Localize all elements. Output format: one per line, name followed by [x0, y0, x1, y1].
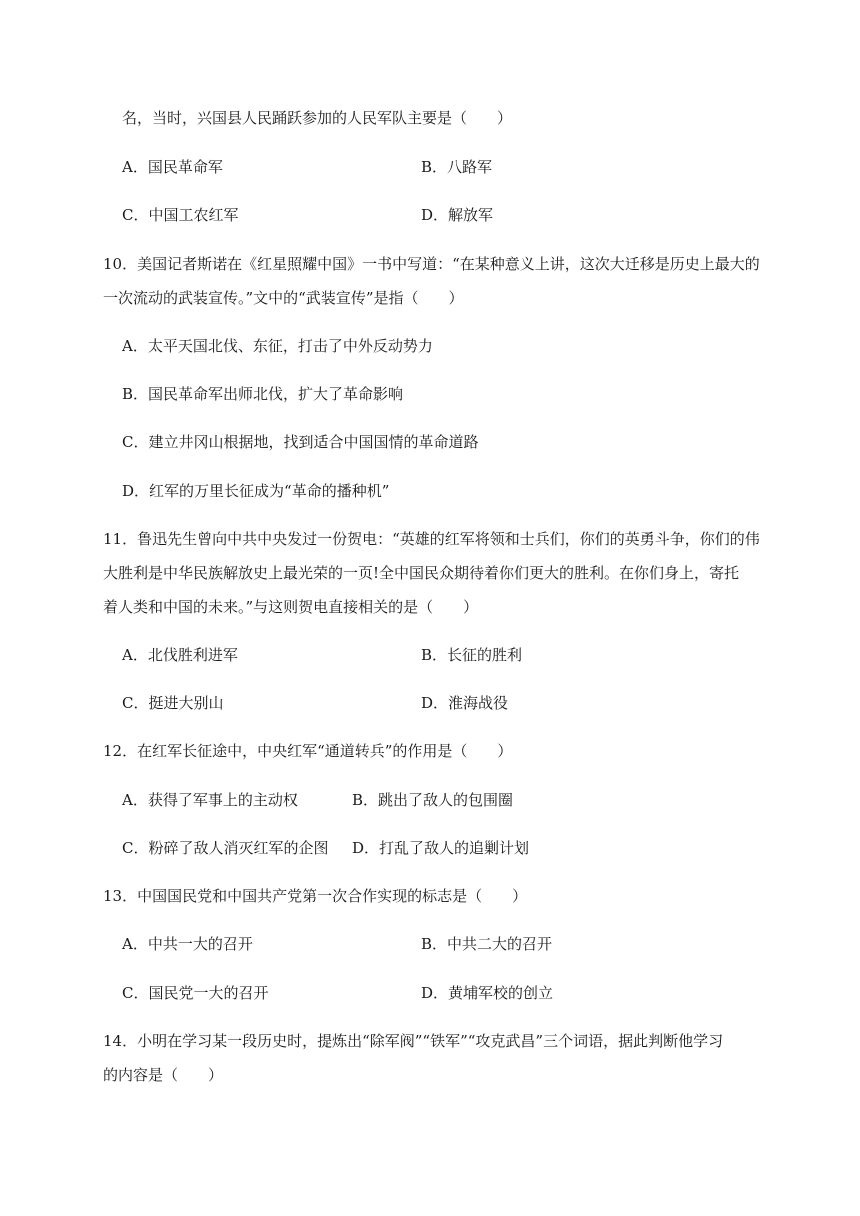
- question-11-stem-line-1: 11．鲁迅先生曾向中共中央发过一份贺电：“英雄的红军将领和士兵们，你们的英勇斗争，你们的伟: [103, 530, 760, 548]
- question-12-option-c: C．粉碎了敌人消灭红军的企图: [122, 839, 329, 857]
- question-12-option-a: A．获得了军事上的主动权: [122, 791, 298, 809]
- question-13-option-b: B．中共二大的召开: [421, 935, 553, 953]
- question-12-option-b: B．跳出了敌人的包围圈: [352, 791, 514, 809]
- question-10-option-c: C．建立井冈山根据地，找到适合中国国情的革命道路: [122, 433, 479, 451]
- question-12-option-d: D．打乱了敌人的追剿计划: [352, 839, 530, 857]
- question-13-stem: 13．中国国民党和中国共产党第一次合作实现的标志是（ ）: [103, 887, 528, 905]
- question-11-option-a: A．北伐胜利进军: [122, 646, 238, 664]
- question-9-option-c: C．中国工农红军: [122, 206, 239, 224]
- question-9-option-a: A．国民革命军: [122, 158, 223, 176]
- question-11-stem-line-2: 大胜利是中华民族解放史上最光荣的一页!全中国民众期待着你们更大的胜利。在你们身上，寄托: [103, 564, 740, 582]
- question-14-stem-line-1: 14．小明在学习某一段历史时，提炼出“除军阀”“铁军”“攻克武昌”三个词语，据此判断他学习: [103, 1032, 724, 1050]
- question-13-option-d: D．黄埔军校的创立: [421, 984, 554, 1002]
- question-10-stem-line-2: 一次流动的武装宣传。”文中的“武装宣传”是指（ ）: [103, 289, 464, 307]
- question-9-option-d: D．解放军: [421, 206, 494, 224]
- question-12-stem: 12．在红军长征途中，中央红军“通道转兵”的作用是（ ）: [103, 742, 513, 760]
- question-14-stem-line-2: 的内容是（ ）: [103, 1066, 224, 1084]
- question-10-option-b: B．国民革命军出师北伐，扩大了革命影响: [122, 385, 404, 403]
- question-13-option-a: A．中共一大的召开: [122, 935, 253, 953]
- question-11-option-b: B．长征的胜利: [421, 646, 523, 664]
- question-10-option-a: A．太平天国北伐、东征，打击了中外反动势力: [122, 337, 433, 355]
- question-10-option-d: D．红军的万里长征成为“革命的播种机”: [122, 482, 390, 500]
- question-11-option-d: D．淮海战役: [421, 694, 509, 712]
- question-11-option-c: C．挺进大别山: [122, 694, 224, 712]
- question-13-option-c: C．国民党一大的召开: [122, 984, 269, 1002]
- question-11-stem-line-3: 着人类和中国的未来。”与这则贺电直接相关的是（ ）: [103, 598, 479, 616]
- question-10-stem-line-1: 10．美国记者斯诺在《红星照耀中国》一书中写道：“在某种意义上讲，这次大迁移是历史上最大的: [103, 255, 760, 273]
- question-9-option-b: B．八路军: [421, 158, 493, 176]
- question-9-stem-end: 名，当时，兴国县人民踊跃参加的人民军队主要是（ ）: [122, 109, 513, 127]
